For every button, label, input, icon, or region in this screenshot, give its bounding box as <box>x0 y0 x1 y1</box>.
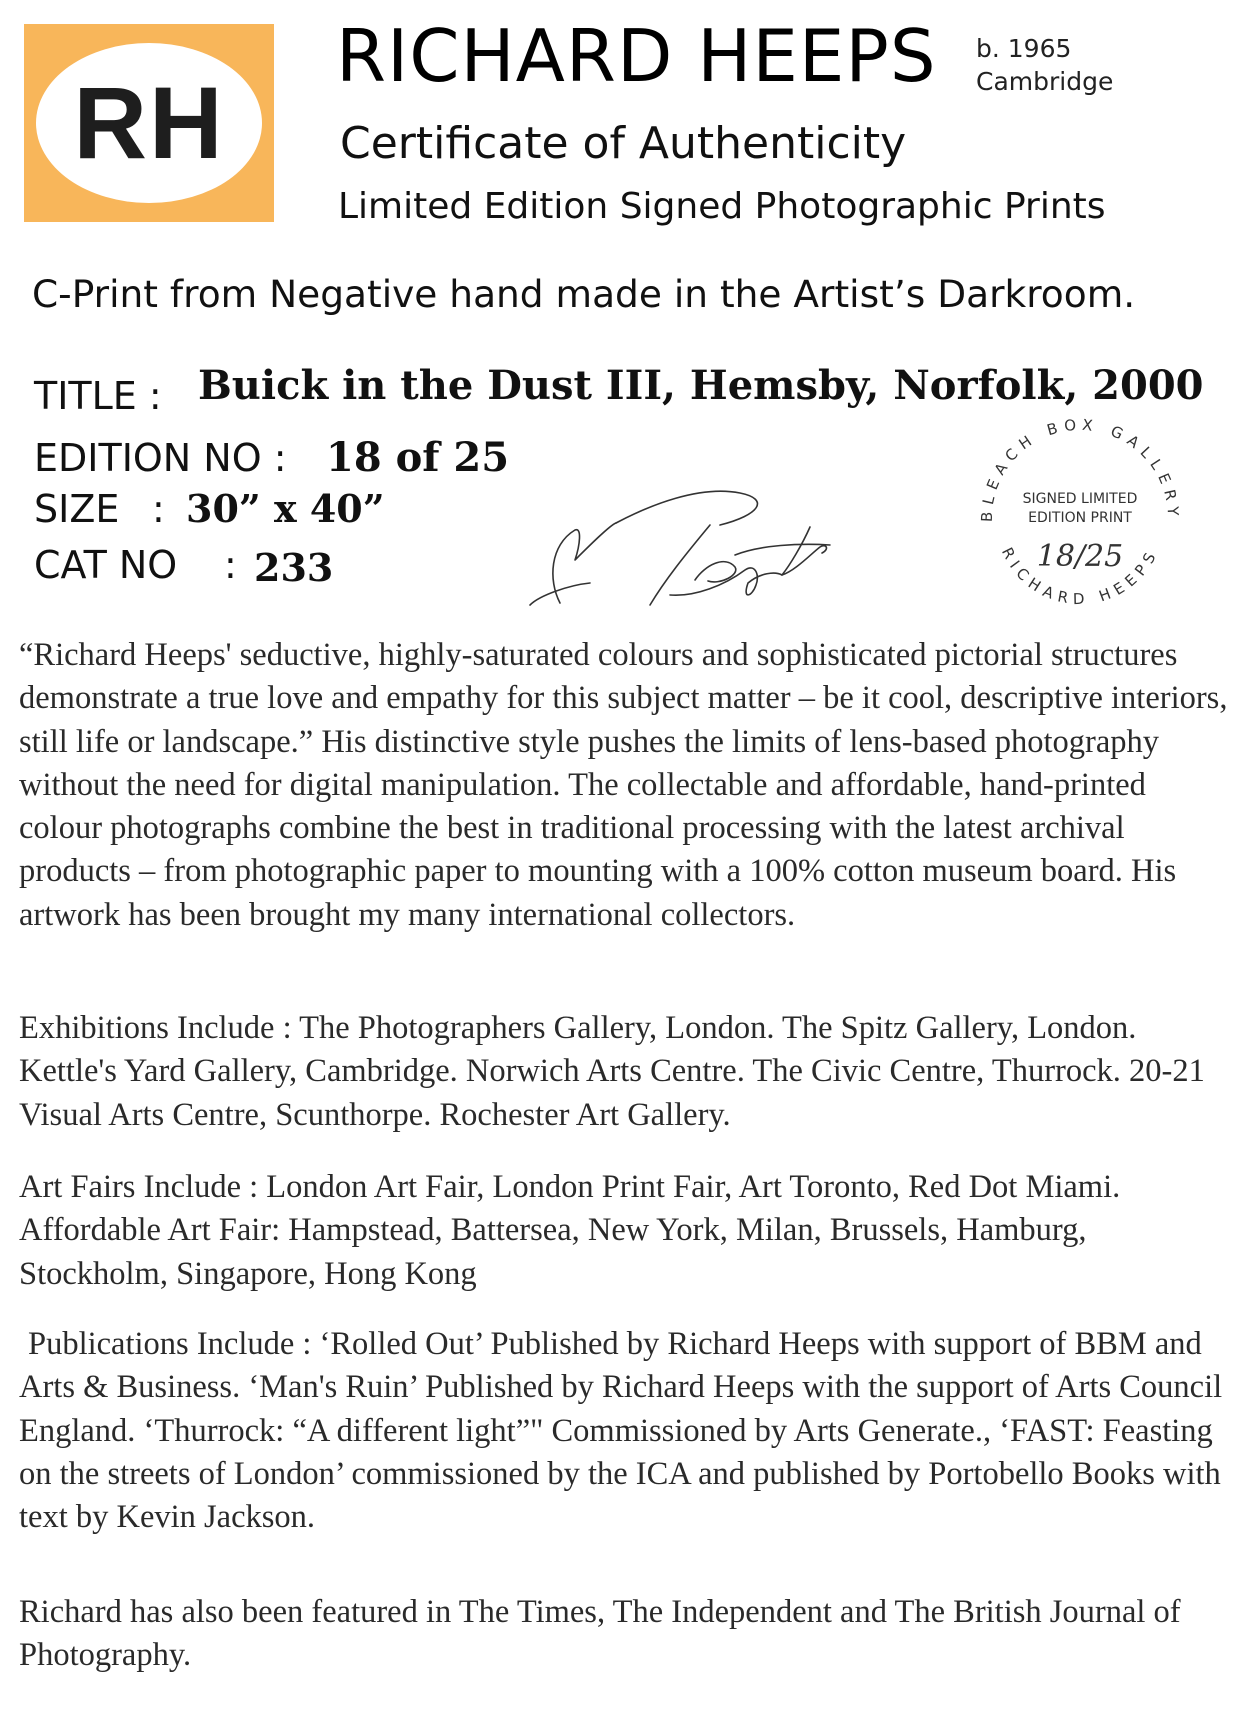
logo-monogram: RH <box>73 66 225 180</box>
size-value: 30” x 40” <box>186 486 385 531</box>
art-fairs-paragraph: Art Fairs Include : London Art Fair, London Print Fair, Art Toronto, Red Dot Miami. Affordable Art Fair: Hampstead, Battersea, New York, Milan, Brussels, Hamburg, Stockholm, Singapore, Hong Kong <box>19 1169 1121 1292</box>
logo-oval <box>36 43 262 203</box>
birth-info <box>976 32 1113 98</box>
title-value: Buick in the Dust III, Hemsby, Norfolk, 2000 <box>198 362 1204 409</box>
size-label: SIZE <box>34 487 120 531</box>
artist-signature <box>520 485 850 625</box>
exhibitions-paragraph: Exhibitions Include : The Photographers Gallery, London. The Spitz Gallery, London. Kettle's Yard Gallery, Cambridge. Norwich Arts Centre. The Civic Centre, Thurrock. 20-21 Visual Arts Centre, Scunthorpe. Rochester Art Gallery. <box>19 1010 1205 1133</box>
title-label: TITLE : <box>34 374 162 418</box>
rh-logo <box>24 24 274 222</box>
certificate-title: Certificate of Authenticity <box>340 118 907 169</box>
certificate-subtitle: Limited Edition Signed Photographic Prints <box>338 186 1106 227</box>
quote-paragraph: “Richard Heeps' seductive, highly-saturated colours and sophisticated pictorial structures demonstrate a true love and empathy for this subject matter – be it cool, descriptive interiors, still life or landscape.” His distinctive style pushes the limits of lens-based photography without the need for digital manipulation. The collectable and affordable, hand-printed colour photographs combine the best in traditional processing with the latest archival products – from photographic paper to mounting with a 100% cotton museum board. His artwork has been brought my many international collectors. <box>19 637 1228 933</box>
edition-label: EDITION NO : <box>34 436 287 480</box>
artist-name: RICHARD HEEPS <box>336 14 937 98</box>
print-method: C-Print from Negative hand made in the Artist’s Darkroom. <box>32 272 1136 316</box>
birth-place: Cambridge <box>976 67 1114 96</box>
stamp-line-2: EDITION PRINT <box>1028 510 1132 526</box>
stamp-handwritten-edition: 18/25 <box>1036 539 1124 574</box>
stamp-line-1: SIGNED LIMITED <box>1022 491 1138 507</box>
stamp-ring-bottom: RICHARD HEEPS <box>997 544 1163 609</box>
bleach-box-gallery-stamp <box>970 408 1190 628</box>
size-colon: : <box>152 487 165 531</box>
cat-value: 233 <box>254 545 334 590</box>
birth-year: b. 1965 <box>976 34 1072 63</box>
cat-colon: : <box>224 543 237 587</box>
cat-label: CAT NO <box>34 543 178 587</box>
edition-value: 18 of 25 <box>326 434 510 481</box>
featured-paragraph: Richard has also been featured in The Times, The Independent and The British Journal of Photography. <box>19 1594 1181 1674</box>
stamp-ring-top: BLEACH BOX GALLERY <box>977 415 1183 523</box>
publications-paragraph: Publications Include : ‘Rolled Out’ Published by Richard Heeps with support of BBM and Arts & Business. ‘Man's Ruin’ Published by Richard Heeps with the support of Arts Council England. ‘Thurrock: “A different light”" Commissioned by Arts Generate., ‘FAST: Feasting on the streets of London’ commissioned by the ICA and published by Portobello Books with text by Kevin Jackson. <box>19 1326 1223 1536</box>
